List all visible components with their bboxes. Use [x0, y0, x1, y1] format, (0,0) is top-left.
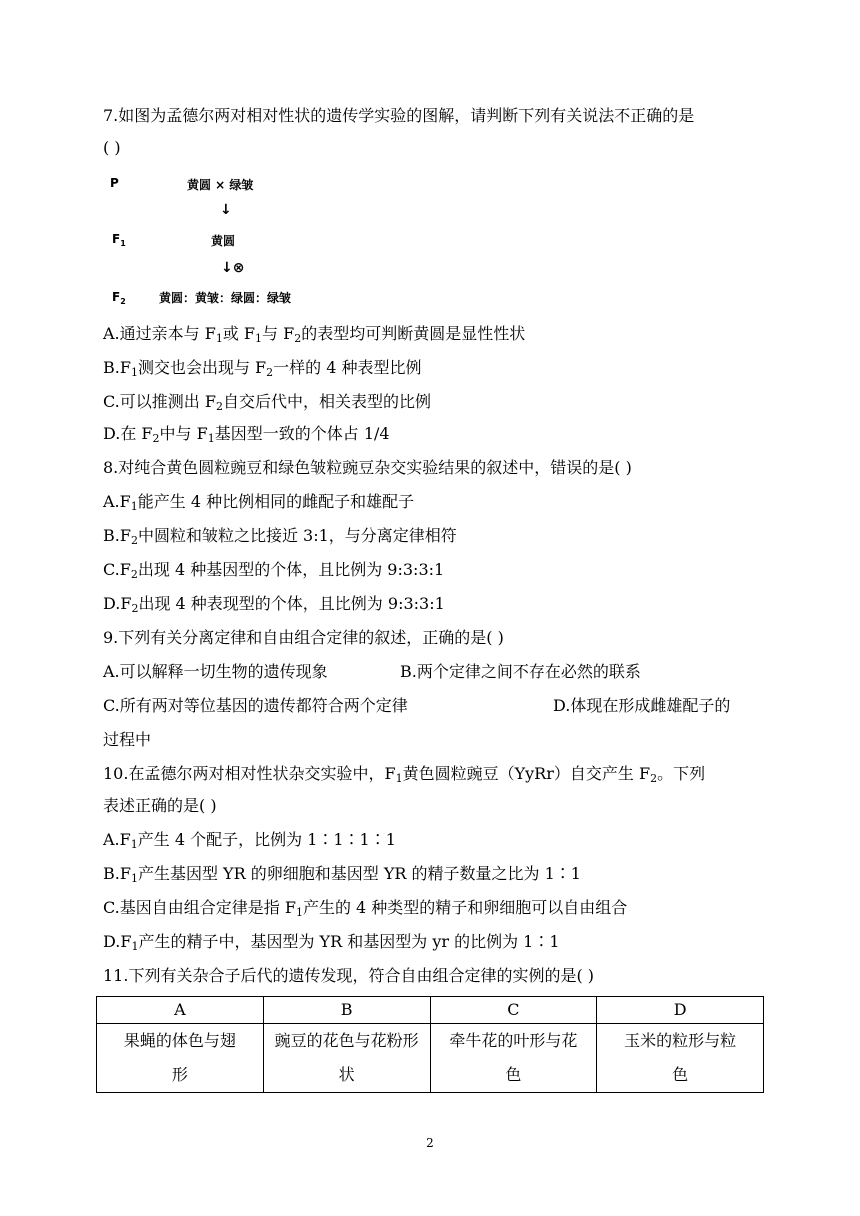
table-header-cell: B [263, 997, 430, 1024]
q8-option-d: $D.F_2$出现 4 种表现型的个体，且比例为 9:3:3:1 [103, 594, 445, 615]
q9-stem: 9.下列有关分离定律和自由组合定律的叙述，正确的是( ) [103, 628, 504, 647]
q7-option-c: C.可以推测出 $F_2$自交后代中，相关表型的比例 [103, 392, 431, 413]
q9-option-b: B.两个定律之间不存在必然的联系 [400, 662, 641, 681]
q11-options-table [96, 996, 764, 1093]
cross-diagram [103, 168, 363, 314]
f2-value: 黄圆：黄皱：绿圆：绿皱 [159, 291, 292, 305]
q9-option-d-cont: 过程中 [103, 730, 152, 749]
f1-value: 黄圆 [211, 234, 236, 248]
q10-option-a: $A.F_1$产生 4 个配子，比例为 1∶1∶1∶1 [103, 830, 396, 851]
f1-label: $F_1$ [112, 232, 126, 248]
table-cell-a: 果蝇的体色与翅 形 [97, 1024, 264, 1093]
table-cell-b: 豌豆的花色与花粉形 状 [263, 1024, 430, 1093]
q10-stem: 10.在孟德尔两对相对性状杂交实验中，$F_1$黄色圆粒豌豆（YyRr）自交产生 $F_2$。下列 [103, 764, 706, 785]
page-number: 2 [426, 1136, 434, 1150]
q7-blank: ( ) [103, 138, 121, 157]
table-header-row [97, 997, 764, 1024]
q9-option-c: C.所有两对等位基因的遗传都符合两个定律 [103, 696, 408, 715]
table-row [97, 1024, 764, 1093]
table-header-cell: D [597, 997, 764, 1024]
p-label: P [110, 176, 119, 190]
q10-stem-cont: 表述正确的是( ) [103, 796, 217, 815]
q10-option-b: $B.F_1$产生基因型 YR 的卵细胞和基因型 YR 的精子数量之比为 1∶1 [103, 864, 581, 885]
q7-option-d: D.在 $F_2$中与 $F_1$基因型一致的个体占 1/4 [103, 424, 390, 445]
table-header-cell: C [430, 997, 597, 1024]
q9-option-a: A.可以解释一切生物的遗传现象 [103, 662, 328, 681]
q8-option-b: $B.F_2$中圆粒和皱粒之比接近 3:1，与分离定律相符 [103, 526, 457, 547]
table-cell-d: 玉米的粒形与粒 色 [597, 1024, 764, 1093]
down-arrow-icon: ↓ [220, 202, 232, 218]
q7-option-b: $B.F_1$测交也会出现与 $F_2$一样的 4 种表型比例 [103, 358, 422, 379]
q9-option-d: D.体现在形成雌雄配子的 [553, 696, 731, 715]
q7-stem: 7.如图为孟德尔两对相对性状的遗传学实验的图解，请判断下列有关说法不正确的是 [103, 106, 695, 125]
f2-label: $F_2$ [112, 290, 126, 306]
table-cell-c: 牵牛花的叶形与花 色 [430, 1024, 597, 1093]
p-cross: 黄圆 × 绿皱 [187, 178, 254, 192]
selfing-arrow-icon: ↓⊗ [221, 260, 245, 276]
q8-option-a: $A.F_1$能产生 4 种比例相同的雌配子和雄配子 [103, 492, 415, 513]
q8-option-c: $C.F_2$出现 4 种基因型的个体，且比例为 9:3:3:1 [103, 560, 445, 581]
q10-option-c: C.基因自由组合定律是指 $F_1$产生的 4 种类型的精子和卵细胞可以自由组合 [103, 898, 628, 919]
q10-option-d: $D.F_1$产生的精子中，基因型为 YR 和基因型为 yr 的比例为 1∶1 [103, 932, 560, 953]
q11-stem: 11.下列有关杂合子后代的遗传发现，符合自由组合定律的实例的是( ) [103, 966, 595, 985]
q8-stem: 8.对纯合黄色圆粒豌豆和绿色皱粒豌豆杂交实验结果的叙述中，错误的是( ) [103, 458, 632, 477]
q7-option-a: A.通过亲本与 $F_1$或 $F_1$与 $F_2$的表型均可判断黄圆是显性性状 [103, 324, 526, 345]
table-header-cell: A [97, 997, 264, 1024]
